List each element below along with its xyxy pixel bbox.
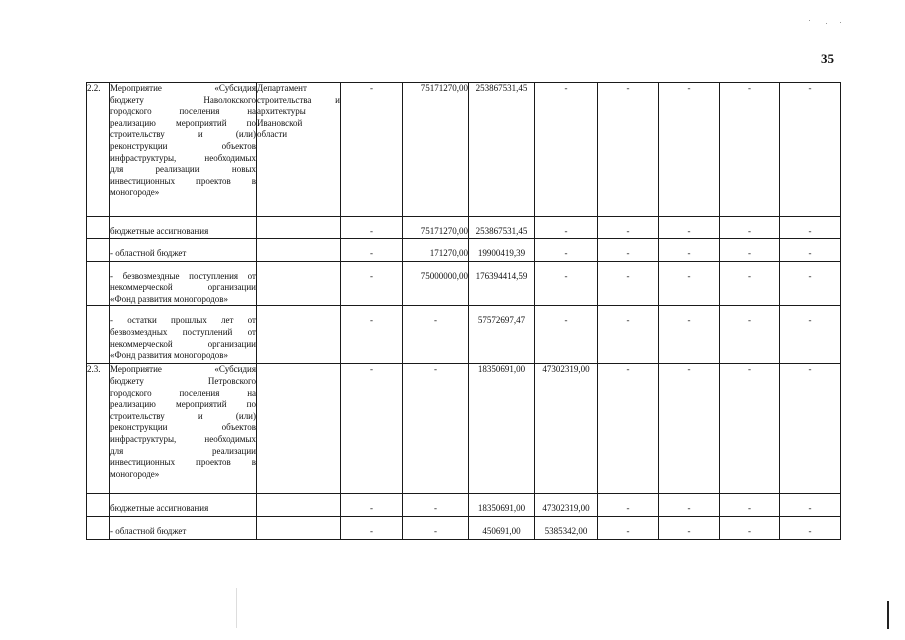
value-cell: - (598, 494, 659, 517)
responsible-line: Департамент (257, 83, 307, 93)
value-cell: - (341, 517, 403, 540)
value-cell: 18350691,00 (469, 364, 535, 494)
value-cell: - (403, 306, 469, 364)
row-responsible (257, 261, 341, 306)
value-cell: - (341, 261, 403, 306)
value-cell: - (720, 494, 780, 517)
description-line: инвестиционных проектов в (110, 175, 256, 186)
value-cell: - (659, 494, 720, 517)
table-row (87, 83, 841, 217)
description-line: бюджетные ассигнования (110, 226, 209, 236)
description-line: реализацию мероприятий по (110, 117, 256, 128)
table-row (87, 306, 841, 364)
description-line: - областной бюджет (110, 247, 187, 258)
row-description (110, 83, 257, 217)
description-line: реконструкции объектов (110, 422, 256, 433)
value-cell: - (659, 306, 720, 364)
value-cell: - (720, 517, 780, 540)
value-cell: 47302319,00 (535, 494, 598, 517)
row-index (87, 517, 110, 540)
description-line: городского поселения на (110, 387, 256, 398)
budget-table (86, 82, 841, 540)
row-description (110, 494, 257, 517)
value-cell: - (659, 517, 720, 540)
description-line: для реализации новых (110, 164, 256, 175)
value-cell: - (780, 517, 841, 540)
value-cell: 47302319,00 (535, 364, 598, 494)
row-index (87, 261, 110, 306)
value-cell: 450691,00 (469, 517, 535, 540)
value-cell: - (780, 306, 841, 364)
row-index: 2.2. (87, 83, 110, 217)
row-description (110, 217, 257, 239)
description-line: - областной бюджет (110, 526, 187, 537)
table-row (87, 517, 841, 540)
value-cell: - (341, 83, 403, 217)
row-description (110, 238, 257, 261)
value-cell: - (535, 83, 598, 217)
value-cell: 171270,00 (403, 238, 469, 261)
value-cell: - (598, 217, 659, 239)
value-cell: - (341, 306, 403, 364)
value-cell: - (403, 364, 469, 494)
row-responsible (257, 364, 341, 494)
value-cell: - (780, 364, 841, 494)
row-responsible (257, 238, 341, 261)
value-cell: - (659, 238, 720, 261)
value-cell: - (341, 217, 403, 239)
description-line: «Фонд развития моногородов» (110, 293, 229, 304)
value-cell: 75171270,00 (403, 217, 469, 239)
description-line: инфраструктуры, необходимых (110, 433, 256, 444)
value-cell: - (780, 261, 841, 306)
description-line: - безвозмездные поступления от (110, 270, 256, 281)
row-index (87, 217, 110, 239)
value-cell: - (659, 364, 720, 494)
page-number: 35 (821, 51, 834, 66)
value-cell: - (341, 494, 403, 517)
description-line: Мероприятие «Субсидия (110, 364, 256, 375)
description-line: некоммерческой организации (110, 338, 256, 349)
value-cell: - (598, 364, 659, 494)
row-responsible (257, 494, 341, 517)
description-line: для реализации (110, 445, 256, 456)
value-cell: - (780, 494, 841, 517)
value-cell: - (720, 306, 780, 364)
description-line: Мероприятие «Субсидия (110, 83, 256, 93)
value-cell: - (598, 83, 659, 217)
description-line: бюджету Петровского (110, 375, 256, 386)
value-cell: 75171270,00 (403, 83, 469, 217)
description-line: «Фонд развития моногородов» (110, 350, 229, 361)
row-index (87, 238, 110, 261)
row-index (87, 494, 110, 517)
value-cell: - (659, 261, 720, 306)
value-cell: - (341, 238, 403, 261)
responsible-line: Ивановской (257, 117, 303, 128)
table-row (87, 261, 841, 306)
value-cell: - (720, 217, 780, 239)
row-responsible (257, 217, 341, 239)
value-cell: 176394414,59 (469, 261, 535, 306)
value-cell: - (720, 364, 780, 494)
row-description (110, 306, 257, 364)
value-cell: - (341, 364, 403, 494)
responsible-line: области (257, 129, 288, 140)
value-cell: - (780, 83, 841, 217)
value-cell: 19900419,39 (469, 238, 535, 261)
table-row (87, 238, 841, 261)
description-line: безвозмездных поступлений от (110, 326, 256, 337)
description-line: строительству и (или) (110, 410, 256, 421)
value-cell: 253867531,45 (469, 217, 535, 239)
row-description (110, 261, 257, 306)
description-line: инфраструктуры, необходимых (110, 152, 256, 163)
description-line: реализацию мероприятий по (110, 399, 256, 410)
value-cell: 75000000,00 (403, 261, 469, 306)
value-cell: 253867531,45 (469, 83, 535, 217)
value-cell: - (598, 306, 659, 364)
row-description (110, 517, 257, 540)
value-cell: - (403, 494, 469, 517)
responsible-line: архитектуры (257, 106, 306, 117)
description-line: инвестиционных проектов в (110, 457, 256, 468)
description-line: моногороде» (110, 187, 160, 198)
row-index: 2.3. (87, 364, 110, 494)
table-row (87, 217, 841, 239)
description-line: некоммерческой организации (110, 282, 256, 293)
value-cell: - (720, 83, 780, 217)
value-cell: - (598, 261, 659, 306)
description-line: городского поселения на (110, 106, 256, 117)
value-cell: - (535, 217, 598, 239)
row-responsible (257, 306, 341, 364)
value-cell: 18350691,00 (469, 494, 535, 517)
description-line: бюджетные ассигнования (110, 503, 209, 514)
value-cell: - (720, 238, 780, 261)
value-cell: - (659, 217, 720, 239)
value-cell: 57572697,47 (469, 306, 535, 364)
table-row (87, 494, 841, 517)
value-cell: - (780, 238, 841, 261)
value-cell: - (403, 517, 469, 540)
value-cell: - (535, 238, 598, 261)
row-index (87, 306, 110, 364)
row-responsible (257, 517, 341, 540)
row-responsible (257, 83, 341, 217)
description-line: бюджету Наволокского (110, 94, 256, 105)
description-line: моногороде» (110, 468, 160, 479)
table-row (87, 364, 841, 494)
value-cell: - (780, 217, 841, 239)
description-line: строительству и (или) (110, 129, 256, 140)
value-cell: - (598, 238, 659, 261)
value-cell: - (535, 306, 598, 364)
value-cell: - (598, 517, 659, 540)
value-cell: - (720, 261, 780, 306)
description-line: - остатки прошлых лет от (110, 315, 256, 326)
description-line: реконструкции объектов (110, 140, 256, 151)
value-cell: - (659, 83, 720, 217)
value-cell: - (535, 261, 598, 306)
responsible-line: строительства и (257, 94, 340, 105)
row-description (110, 364, 257, 494)
value-cell: 5385342,00 (535, 517, 598, 540)
margin-bar (887, 601, 889, 629)
